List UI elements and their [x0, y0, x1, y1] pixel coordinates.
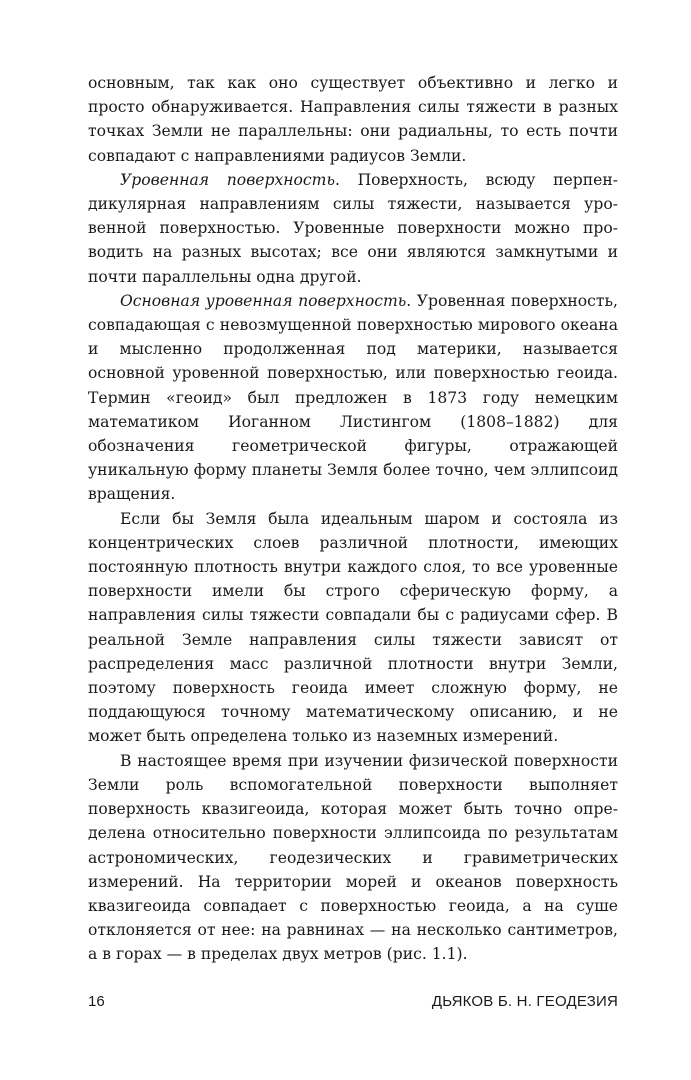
page-body	[88, 71, 618, 967]
term-level-surface: Уровенная поверхность	[120, 170, 335, 189]
paragraph-5: В настоящее время при изучении физической поверхности Земли роль вспомогательной поверхности выполняет поверхность квазигеоида, которая может быть точно определена относительно поверхности эллипсоида по результатам астрономических, геодезических и гравиметрических измерений. На территории морей и океанов поверхность квазигеоида совпадает с поверхностью геоида, а на суше отклоняется от нее: на равнинах — на несколько сантиметров, а в горах — в пределах двух метров (рис. 1.1).	[88, 751, 618, 964]
paragraph-3-text: . Уровенная поверхность, совпадающая с невозмущенной поверхностью мирового океана и мысленно продолженная под материки, называется основной уровенной поверхностью, или поверхностью геоида. Термин «геоид» был предложен в 1873 году немецким математиком Иоганном Листингом (1808–1882) для обозначения геометрической фигуры, отражающей уникальную форму планеты Земля более точно, чем эллипсоид вращения.	[88, 291, 618, 504]
term-main-level-surface: Основная уровенная поверхность	[120, 291, 407, 310]
running-title: ДЬЯКОВ Б. Н. ГЕОДЕЗИЯ	[431, 993, 618, 1010]
paragraph-1: основным, так как оно существует объективно и легко и просто обнаруживается. Направления силы тяжести в разных точках Земли не параллельны: они радиальны, то есть почти совпадают с направлениями радиусов Земли.	[88, 74, 618, 165]
page-number: 16	[88, 993, 105, 1010]
paragraph-2	[88, 168, 618, 289]
paragraph-3	[88, 289, 618, 507]
paragraph-2-text: . Поверхность, всюду перпендикулярная направлениям силы тяжести, называется уровенной поверхностью. Уровенные поверхности можно проводить на разных высотах; все они являются замкнутыми и почти параллельны одна другой.	[88, 170, 619, 286]
paragraph-4: Если бы Земля была идеальным шаром и состояла из концентрических слоев различной плотности, имеющих постоянную плотность внутри каждого слоя, то все уровенные поверхности имели бы строго сферическую форму, а направления силы тяжести совпадали бы с радиусами сфер. В реальной Земле направления силы тяжести зависят от распределения масс различной плотности внутри Земли, поэтому поверхность геоида имеет сложную форму, не поддающуюся точному математическому описанию, и не может быть определена только из наземных измерений.	[88, 509, 618, 746]
